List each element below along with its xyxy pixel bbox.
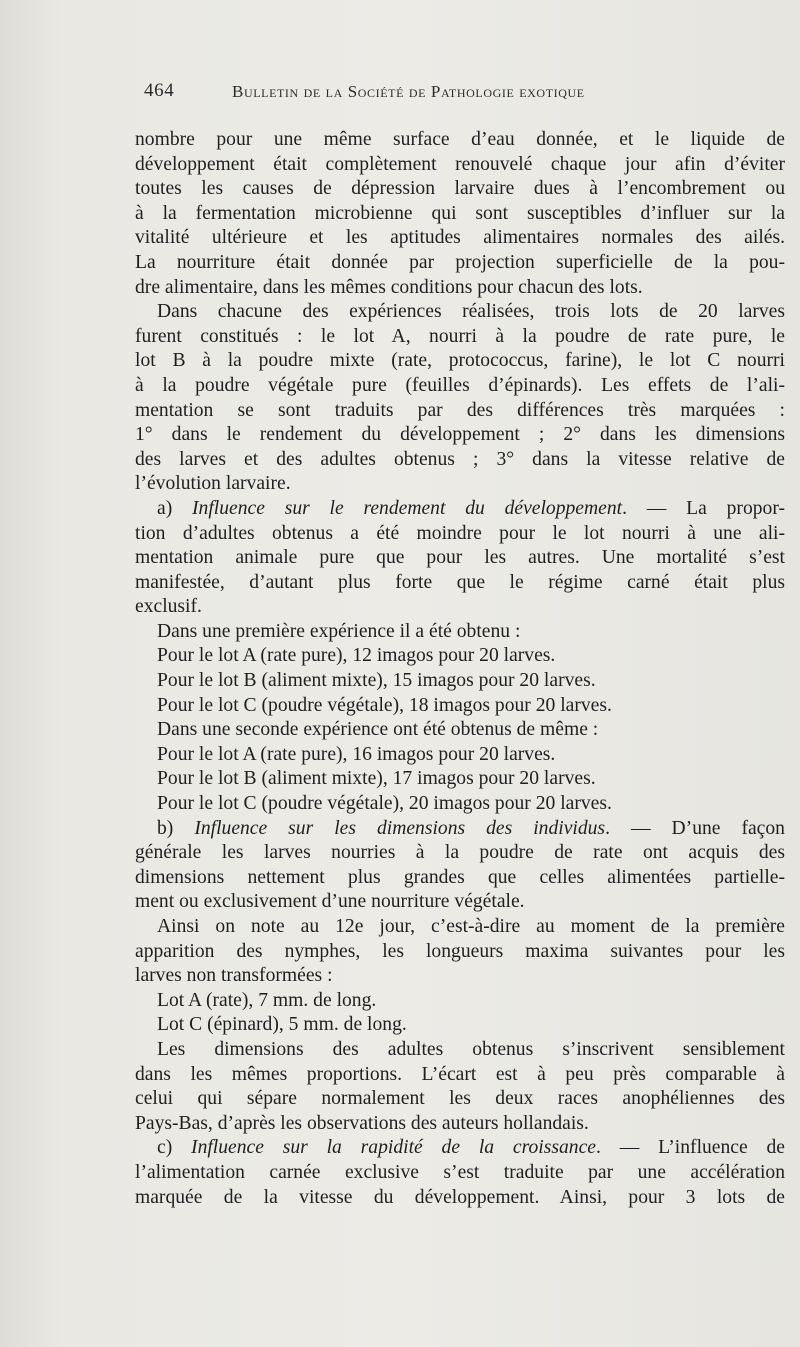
section-marker: a) [157,497,193,519]
result-line: Pour le lot A (rate pure), 12 imagos pour 20 larves. [157,645,556,667]
text-line: des larves et des adultes obtenus ; 3° dans la vitesse relative de [135,448,785,470]
section-title: Influence sur les dimensions des individus [194,817,606,839]
section-marker: b) [157,817,195,839]
result-line: Lot A (rate), 7 mm. de long. [157,989,377,1011]
text-line: Pays-Bas, d’après les observations des auteurs hollandais. [135,1112,589,1134]
result-line: Pour le lot B (aliment mixte), 17 imagos pour 20 larves. [157,768,596,790]
text-line: générale les larves nourries à la poudre de rate ont acquis des [135,842,785,864]
text-line: Dans une première expérience il a été obtenu : [157,620,521,642]
text-line: marquée de la vitesse du développement. Ainsi, pour 3 lots de [135,1186,785,1208]
text-line: Dans chacune des expériences réalisées, trois lots de 20 larves [157,301,785,323]
result-line: Lot C (épinard), 5 mm. de long. [157,1014,407,1036]
section-title: Influence sur la rapidité de la croissance [191,1137,596,1159]
text-line: dimensions nettement plus grandes que celles alimentées partielle- [135,866,785,888]
text-line: 1° dans le rendement du développement ; 2° dans les dimensions [135,424,785,446]
text-line: Dans une seconde expérience ont été obtenus de même : [157,719,599,741]
text-line: apparition des nymphes, les longueurs maxima suivantes pour les [135,940,785,962]
text-line: toutes les causes de dépression larvaire dues à l’encombrement ou [135,178,785,200]
section-heading-b [135,817,785,842]
section-heading-c [135,1136,785,1161]
text-line: vitalité ultérieure et les aptitudes alimentaires normales des ailés. [135,227,785,249]
text-line: l’évolution larvaire. [135,473,291,495]
running-title: Bulletin de la Société de Pathologie exotique [232,82,585,101]
text-line: La nourriture était donnée par projection superficielle de la pou- [135,251,785,273]
text-line: exclusif. [135,596,202,618]
result-line: Pour le lot C (poudre végétale), 20 imagos pour 20 larves. [157,793,612,815]
text-line: développement était complètement renouvelé chaque jour afin d’éviter [135,153,785,175]
text-line: nombre pour une même surface d’eau donnée, et le liquide de [135,129,785,150]
result-line: Pour le lot B (aliment mixte), 15 imagos pour 20 larves. [157,670,596,692]
text-line: mentation se sont traduits par des différences très marquées : [135,399,785,421]
text-line: larves non transformées : [135,965,333,987]
text-line: à la poudre végétale pure (feuilles d’épinards). Les effets de l’ali- [135,374,785,396]
text-line: Ainsi on note au 12e jour, c’est-à-dire au moment de la première [157,916,785,937]
text-line: furent constitués : le lot A, nourri à la poudre de rate pure, le [135,325,785,347]
text-line: celui qui sépare normalement les deux races anophéliennes des [135,1088,785,1110]
text-line: lot B à la poudre mixte (rate, protococcus, farine), le lot C nourri [135,350,785,372]
text-line: ment ou exclusivement d’une nourriture végétale. [135,891,525,913]
text-line: dans les mêmes proportions. L’écart est à peu près comparable à [135,1063,785,1085]
section-heading-a [135,497,785,522]
page-header [144,80,784,110]
section-text: . — L’influence de [595,1137,786,1159]
result-line: Pour le lot A (rate pure), 16 imagos pour 20 larves. [157,743,556,765]
text-line: à la fermentation microbienne qui sont susceptibles d’influer sur la [135,202,785,224]
text-line: tion d’adultes obtenus a été moindre pour le lot nourri à une ali- [135,522,785,544]
text-line: mentation animale pure que pour les autres. Une mortalité s’est [135,547,785,569]
section-text: . — La propor- [622,497,785,519]
page-number: 464 [144,80,175,101]
section-text: . — D’une façon [605,817,785,839]
text-line: l’alimentation carnée exclusive s’est traduite par une accélération [135,1161,785,1183]
text-line: dre alimentaire, dans les mêmes conditions pour chacun des lots. [135,276,643,298]
text-line: manifestée, d’autant plus forte que le régime carné était plus [135,571,785,593]
section-title: Influence sur le rendement du développement [192,497,623,519]
section-marker: c) [157,1137,192,1159]
body-text [135,128,785,1210]
text-line: Les dimensions des adultes obtenus s’inscrivent sensiblement [157,1038,785,1060]
result-line: Pour le lot C (poudre végétale), 18 imagos pour 20 larves. [157,694,612,716]
